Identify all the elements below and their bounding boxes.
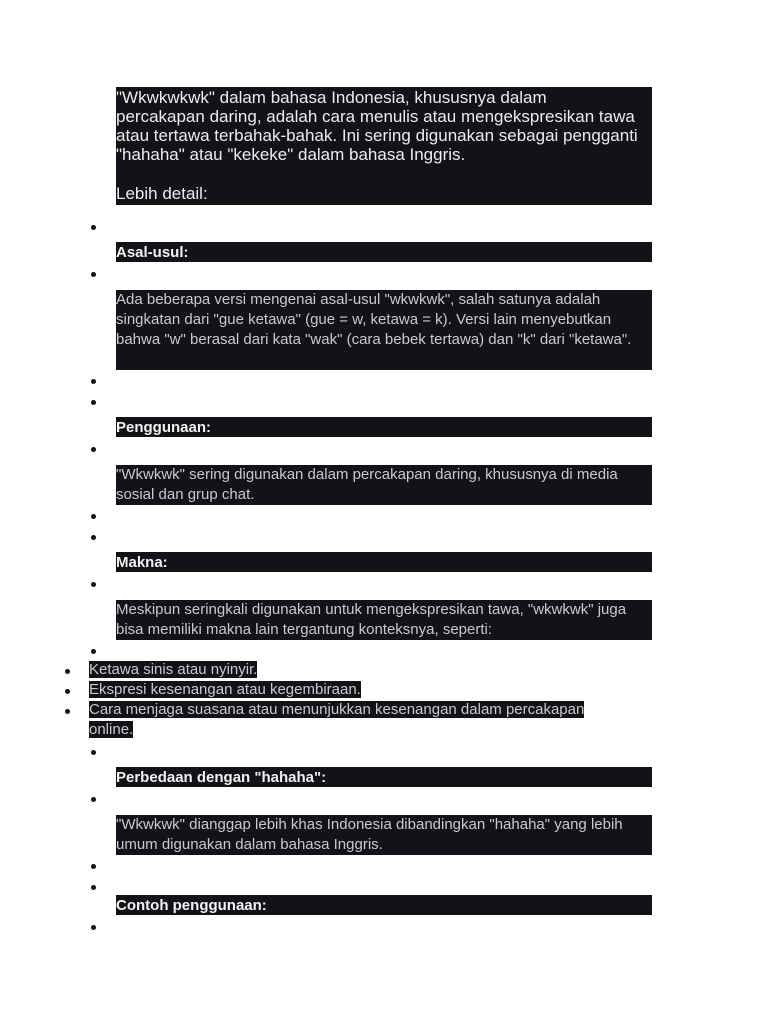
bullet-dot [65, 669, 70, 674]
bullet-dot [91, 797, 96, 802]
difference-text: "Wkwkwk" dianggap lebih khas Indonesia dibandingkan "hahaha" yang lebih umum digunakan dalam bahasa Inggris. [116, 815, 652, 855]
intro-block [116, 87, 652, 205]
bullet-dot [91, 447, 96, 452]
bullet-dot [91, 925, 96, 930]
bullet-dot [65, 689, 70, 694]
meaning-item: Ekspresi kesenangan atau kegembiraan. [89, 681, 361, 698]
bullet-dot [91, 514, 96, 519]
usage-heading: Penggunaan: [116, 417, 652, 437]
bullet-dot [91, 225, 96, 230]
difference-heading: Perbedaan dengan "hahaha": [116, 767, 652, 787]
example-heading: Contoh penggunaan: [116, 895, 652, 915]
intro-line-3: atau tertawa terbahak-bahak. Ini sering digunakan sebagai pengganti [116, 126, 638, 145]
meaning-heading: Makna: [116, 552, 652, 572]
bullet-dot [91, 535, 96, 540]
usage-text: "Wkwkwk" sering digunakan dalam percakapan daring, khususnya di media sosial dan grup chat. [116, 465, 652, 505]
intro-line-2: percakapan daring, adalah cara menulis atau mengekspresikan tawa [116, 107, 635, 126]
bullet-dot [91, 750, 96, 755]
bullet-dot [91, 379, 96, 384]
bullet-dot [91, 582, 96, 587]
intro-more-label: Lebih detail: [116, 184, 208, 203]
intro-line-1: "Wkwkwkwk" dalam bahasa Indonesia, khususnya dalam [116, 88, 547, 107]
bullet-dot [91, 272, 96, 277]
meaning-text: Meskipun seringkali digunakan untuk mengekspresikan tawa, "wkwkwk" juga bisa memiliki makna lain tergantung konteksnya, seperti: [116, 600, 652, 640]
origin-heading: Asal-usul: [116, 242, 652, 262]
origin-text: Ada beberapa versi mengenai asal-usul "wkwkwk", salah satunya adalah singkatan dari "gue ketawa" (gue = w, ketawa = k). Versi lain menyebutkan bahwa "w" berasal dari kata "wak" (cara bebek tertawa) dan "k" dari "ketawa". [116, 290, 652, 370]
meaning-item: Ketawa sinis atau nyinyir. [89, 661, 258, 678]
bullet-dot [91, 864, 96, 869]
bullet-dot [91, 649, 96, 654]
bullet-dot [65, 709, 70, 714]
bullet-dot [91, 400, 96, 405]
intro-line-4: "hahaha" atau "kekeke" dalam bahasa Inggris. [116, 145, 466, 164]
meaning-item: Cara menjaga suasana atau menunjukkan kesenangan dalam percakapan online. [89, 701, 585, 738]
bullet-dot [91, 885, 96, 890]
